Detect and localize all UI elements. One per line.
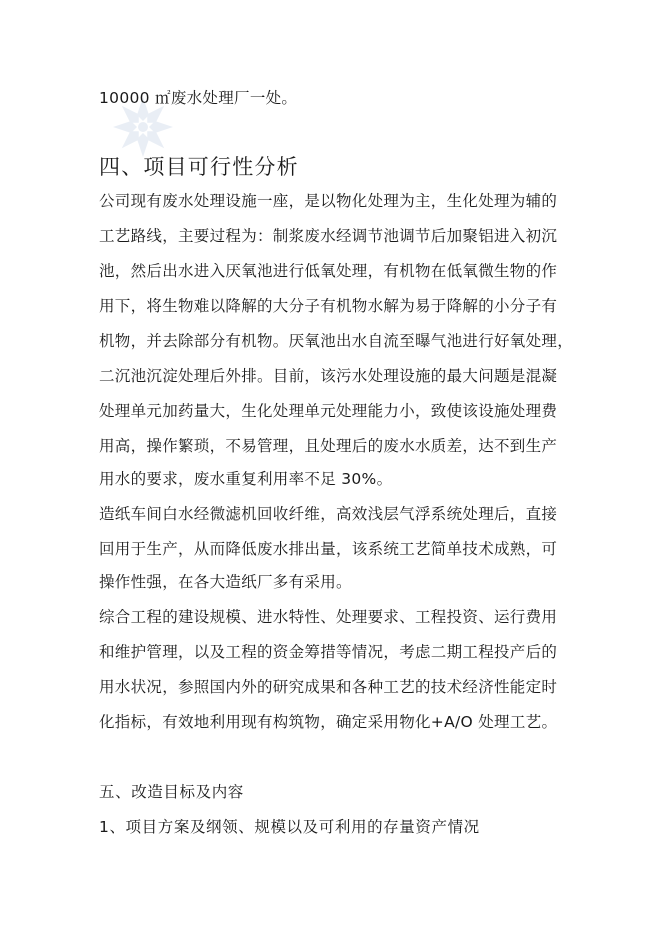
section4-heading: 四、项目可行性分析 bbox=[99, 155, 299, 179]
intro-line: 10000 ㎡废水处理厂一处。 bbox=[99, 89, 298, 107]
section5-heading: 五、改造目标及内容 bbox=[99, 783, 244, 801]
para1-line: 工艺路线，主要过程为：制浆废水经调节池调节后加聚铝进入初沉 bbox=[99, 227, 558, 245]
section5-subheading: 1、项目方案及纲领、规模以及可利用的存量资产情况 bbox=[99, 818, 480, 836]
para2-line: 回用于生产，从而降低废水排出量，该系统工艺简单技术成熟，可 bbox=[99, 540, 558, 558]
para3-line: 综合工程的建设规模、进水特性、处理要求、工程投资、运行费用 bbox=[99, 608, 558, 626]
para1-line: 机物，并去除部分有机物。厌氧池出水自流至曝气池进行好氧处理， bbox=[99, 332, 574, 350]
para1-line: 二沉池沉淀处理后外排。目前，该污水处理设施的最大问题是混凝 bbox=[99, 367, 558, 385]
para1-line: 用水的要求，废水重复利用率不足 30%。 bbox=[99, 470, 393, 488]
para3-line: 用水状况，参照国内外的研究成果和各种工艺的技术经济性能定时 bbox=[99, 678, 558, 696]
para1-line: 用高，操作繁琐，不易管理，且处理后的废水水质差，达不到生产 bbox=[99, 437, 558, 455]
para1-line: 用下，将生物难以降解的大分子有机物水解为易于降解的小分子有 bbox=[99, 297, 558, 315]
para1-line: 公司现有废水处理设施一座，是以物化处理为主，生化处理为辅的 bbox=[99, 192, 558, 210]
para1-line: 池，然后出水进入厌氧池进行低氧处理，有机物在低氧微生物的作 bbox=[99, 262, 558, 280]
para3-line: 化指标，有效地利用现有构筑物，确定采用物化+A/O 处理工艺。 bbox=[99, 713, 558, 731]
para3-line: 和维护管理，以及工程的资金筹措等情况，考虑二期工程投产后的 bbox=[99, 643, 558, 661]
para2-line: 造纸车间白水经微滤机回收纤维，高效浅层气浮系统处理后，直接 bbox=[99, 505, 558, 523]
para1-line: 处理单元加药量大，生化处理单元处理能力小，致使该设施处理费 bbox=[99, 402, 558, 420]
para2-line: 操作性强，在各大造纸厂多有采用。 bbox=[99, 573, 352, 591]
